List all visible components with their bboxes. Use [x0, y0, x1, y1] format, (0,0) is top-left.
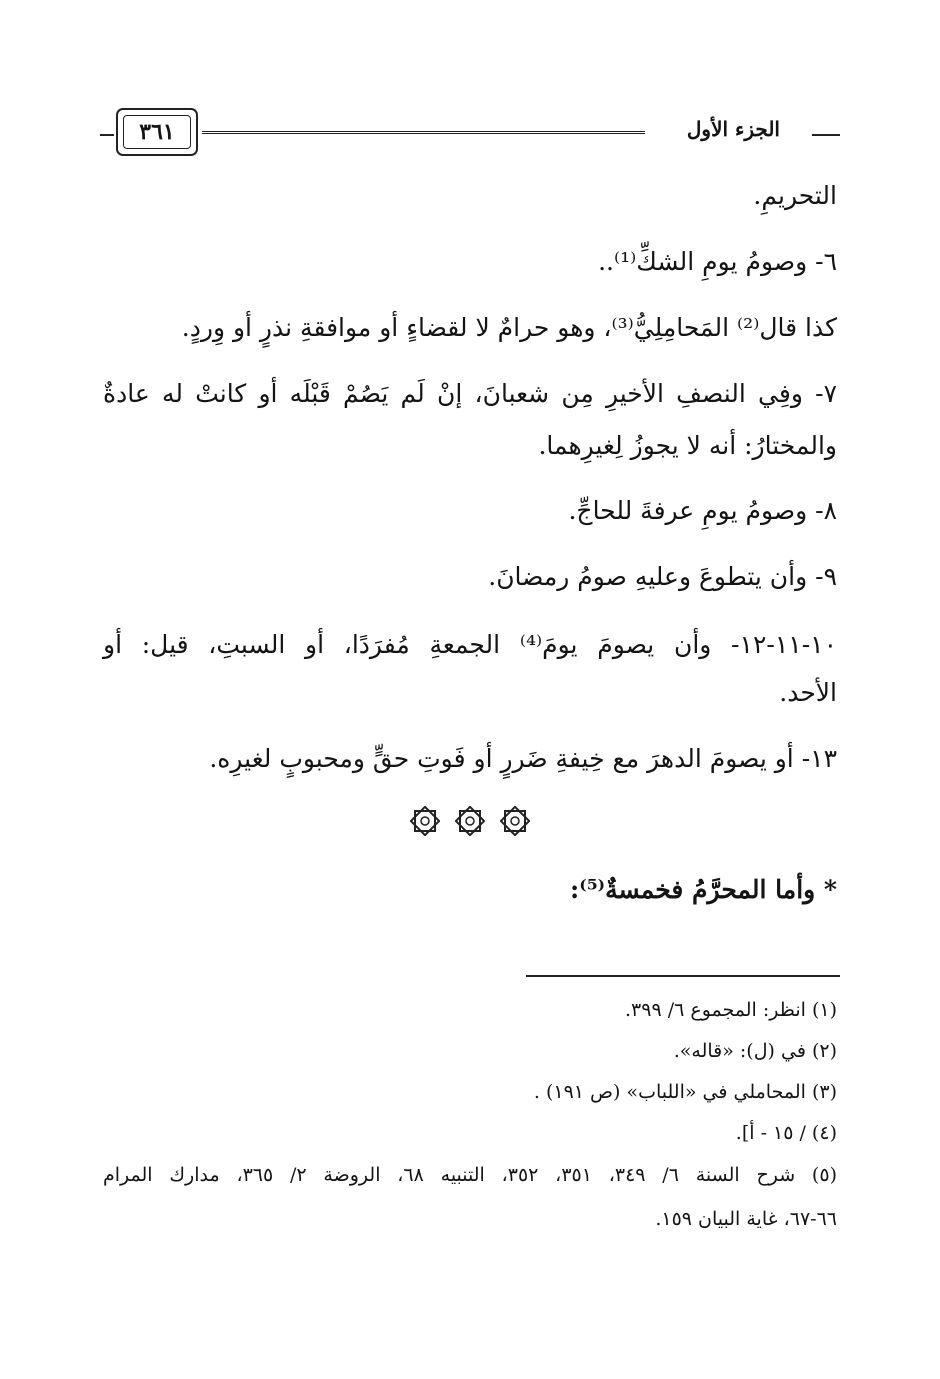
page-number: ٣٦١ [123, 115, 191, 149]
text-line-5: والمختارُ: أنه لا يجوزُ لِغيرِهما. [538, 431, 837, 460]
eight-point-star-icon [410, 806, 440, 836]
footnote-3: (٣) المحاملي في «اللباب» (ص ١٩١) . [533, 1081, 837, 1103]
header-double-rule [202, 131, 645, 134]
footnote-5-line-1: (٥) شرح السنة ٦/ ٣٤٩، ٣٥١، ٣٥٢، التنبيه ٦٨، الروضة ٢/ ٣٦٥، مدارك المرام [103, 1164, 837, 1186]
page-number-box [116, 108, 198, 156]
text-line-8: ١٠-١١-١٢- وأن يصومَ يومَ⁽⁴⁾ الجمعةِ مُفرَدًا، أو السبتِ، قيل: أو [103, 630, 837, 659]
footnote-5-line-2: ٦٦-٦٧، غاية البيان ١٥٩. [655, 1208, 837, 1230]
text-line-6: ٨- وصومُ يومِ عرفةَ للحاجِّ. [568, 496, 837, 525]
section-ornament [0, 806, 940, 840]
header-rule-right [812, 134, 840, 136]
page-header [100, 104, 840, 168]
text-line-7: ٩- وأن يتطوعَ وعليهِ صومُ رمضانَ. [488, 562, 837, 591]
footnote-2: (٢) في (ل): «قاله». [673, 1040, 837, 1062]
eight-point-star-icon [500, 806, 530, 836]
header-rule-left [100, 134, 114, 136]
text-line-10: ١٣- أو يصومَ الدهرَ مع خِيفةِ ضَررٍ أو فَوتِ حقٍّ ومحبوبٍ لغيرِه. [209, 744, 837, 773]
footnote-4: (٤) / ١٥ - أ]. [735, 1122, 837, 1144]
text-line-2: ٦- وصومُ يومِ الشكِّ⁽¹⁾.. [598, 247, 837, 276]
footnote-1: (١) انظر: المجموع ٦/ ٣٩٩. [624, 999, 837, 1021]
eight-point-star-icon [455, 806, 485, 836]
running-title: الجزء الأول [686, 117, 780, 141]
text-line-3: كذا قال⁽²⁾ المَحامِلِيُّ⁽³⁾، وهو حرامٌ لا لقضاءٍ أو موافقةِ نذرٍ أو وِردٍ. [181, 313, 837, 342]
footnote-separator [526, 975, 840, 977]
text-line-4: ٧- وفِي النصفِ الأخيرِ مِن شعبانَ، إنْ لَم يَصُمْ قَبْلَه أو كانتْ له عادةٌ [103, 379, 837, 408]
text-line-9: الأحد. [779, 678, 837, 707]
text-line-1: التحريمِ. [753, 181, 837, 210]
section-heading: * وأما المحرَّمُ فخمسةٌ⁽⁵⁾: [570, 875, 837, 904]
